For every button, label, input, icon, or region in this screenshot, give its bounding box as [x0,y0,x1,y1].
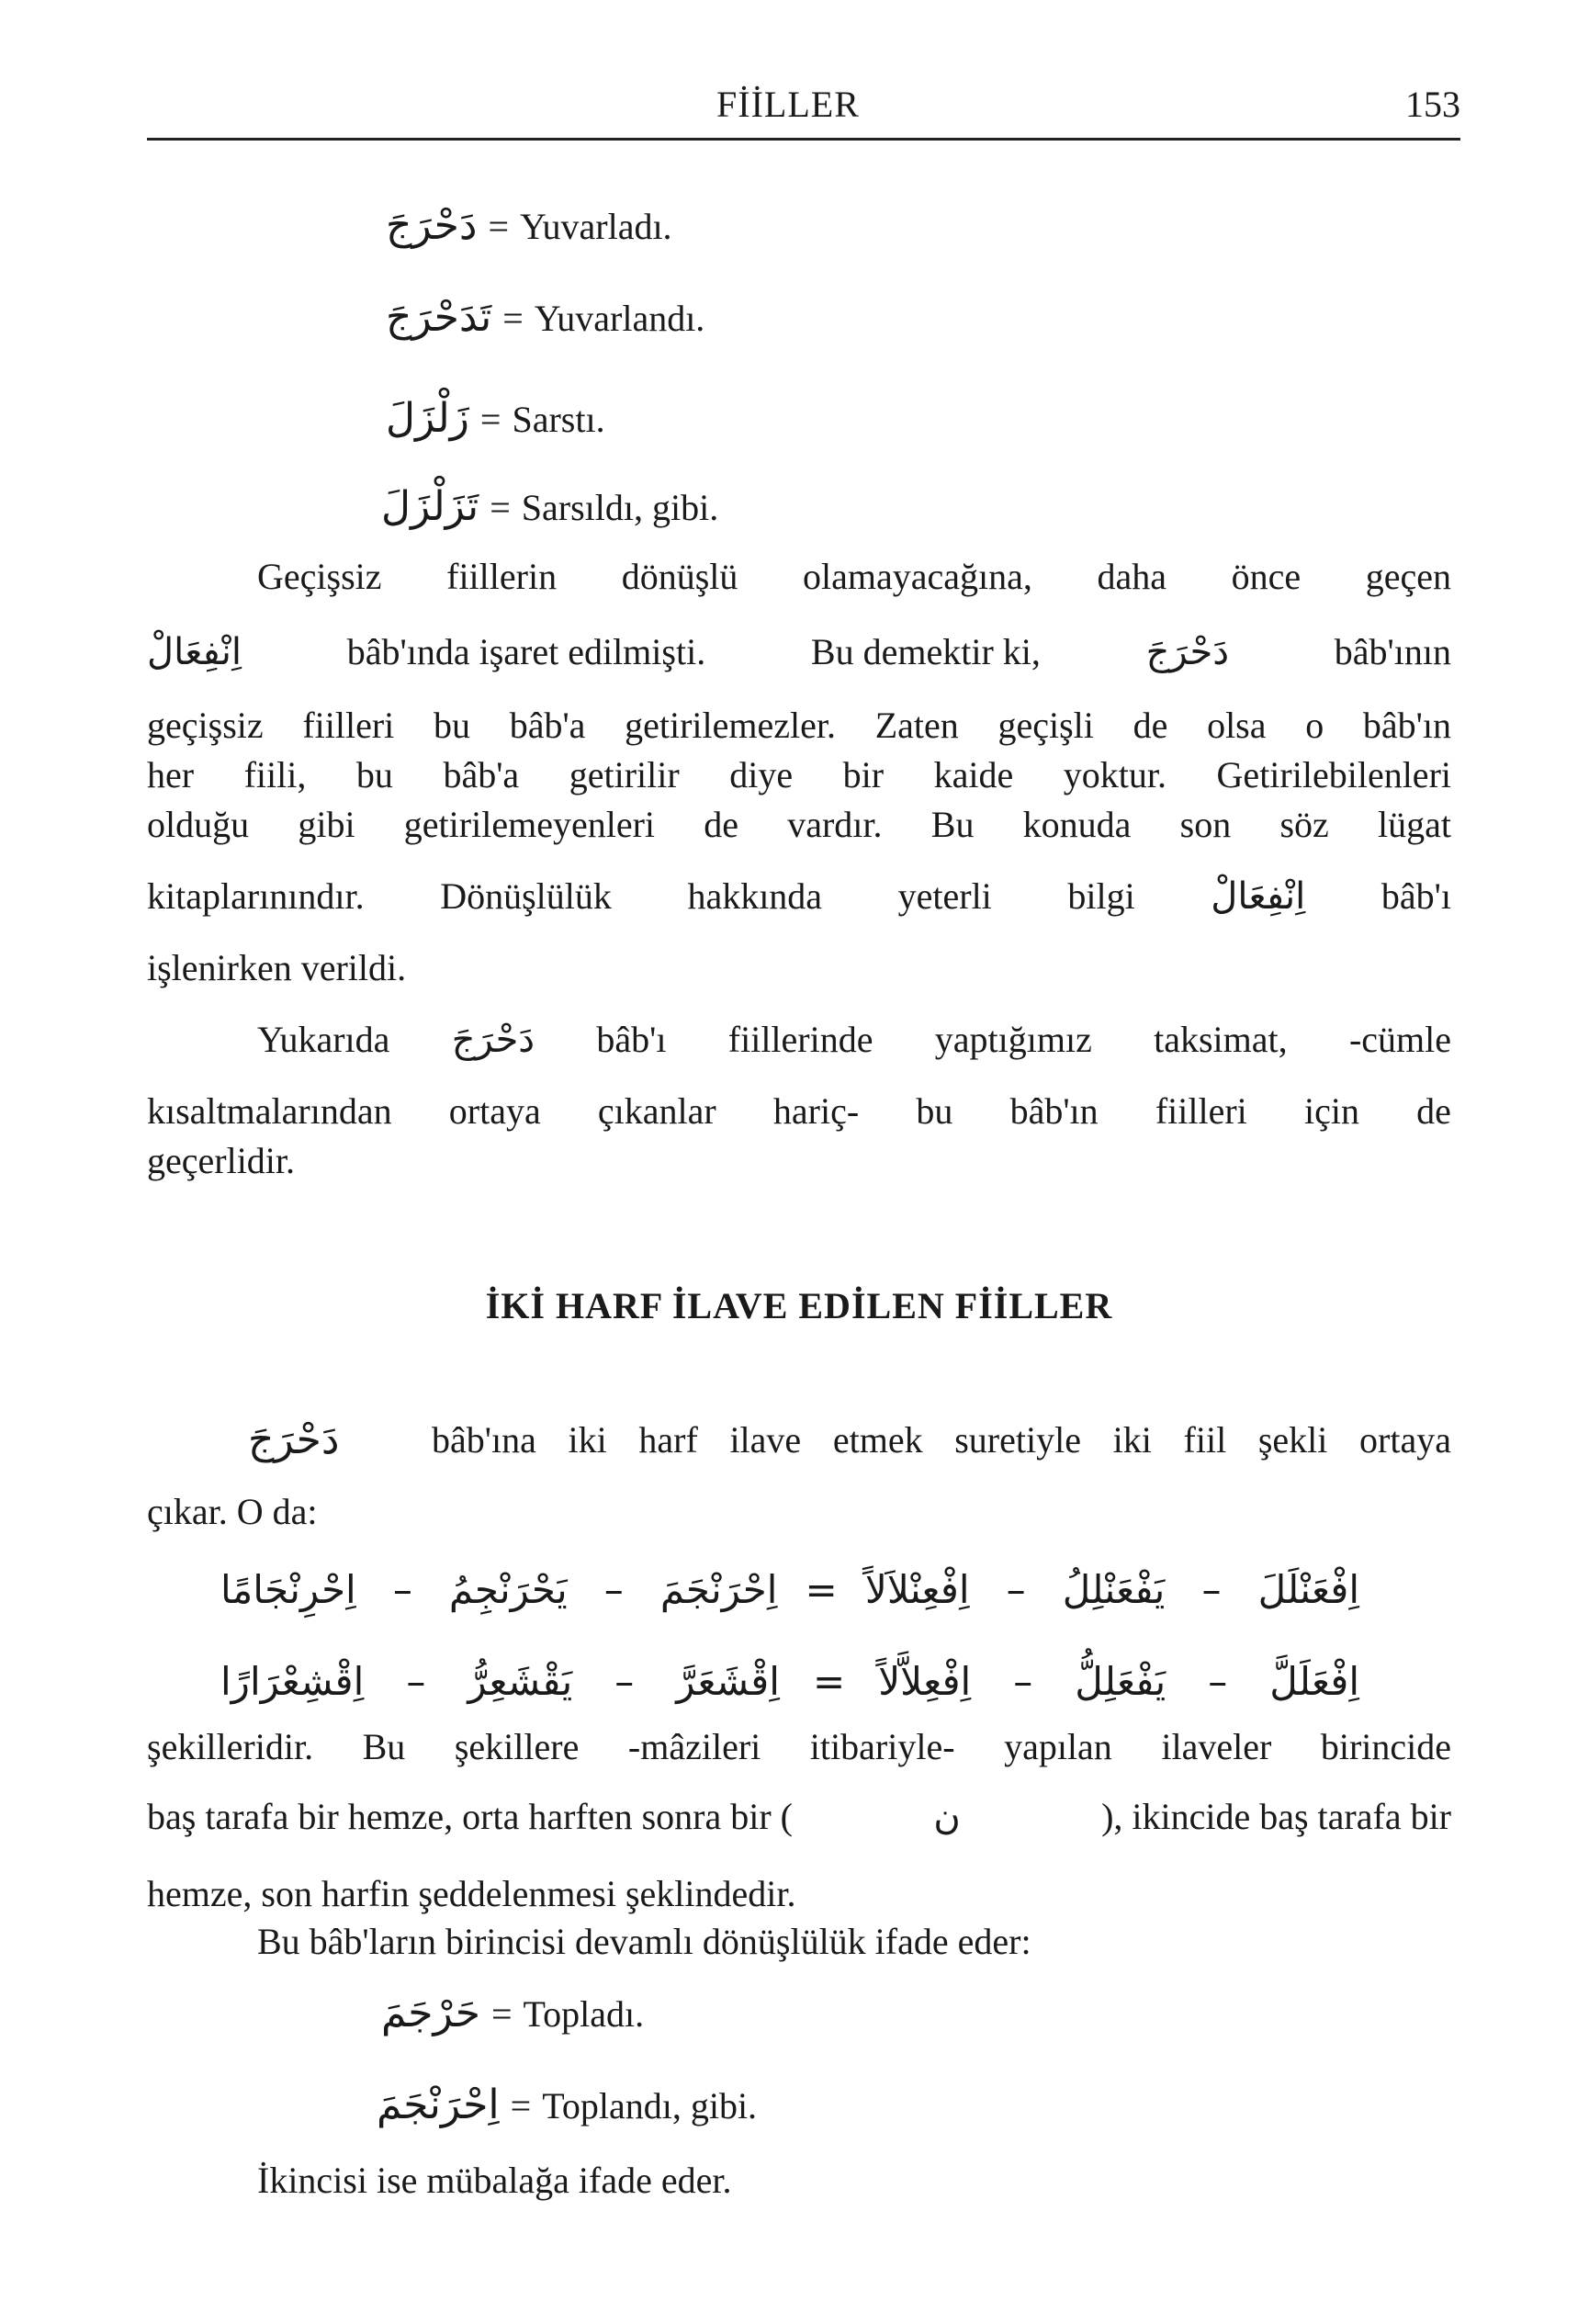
verb-forms-row [220,1562,1359,1617]
paragraph-line [147,1089,1451,1134]
form-template: اِفْعَلَلَّ [1269,1658,1359,1704]
verb-meaning: Toplandı, gibi. [542,2085,758,2127]
form-template: يَفْعَلِلُّ [1075,1658,1166,1704]
arabic-verb: زَلْزَلَ [386,395,469,442]
word: çıkanlar [597,1090,716,1132]
verb-entry [386,204,672,249]
paragraph-line: geçerlidir. [147,1140,296,1181]
equals-sign: = [488,206,510,247]
arabic-verb: تَدَحْرَجَ [386,294,492,341]
verb-meaning: Yuvarladı. [520,206,672,247]
word: bâb'ın [1009,1090,1099,1132]
dash: – [1208,1658,1228,1704]
paragraph-line: hemze, son harfin şeddelenmesi şeklindedir. [147,1873,796,1914]
verb-meaning: Yuvarlandı. [534,298,705,339]
arabic-term: دَحْرَجَ [248,1416,340,1463]
arabic-term: اِنْفِعَالْ [1211,875,1306,918]
word: yeterli [897,875,992,917]
paragraph-line [257,1018,1451,1062]
equals-sign: = [490,1993,513,2035]
arabic-verb: دَحْرَجَ [386,202,478,249]
arabic-letter: ن [933,1796,961,1838]
arabic-verb: حَرْجَمَ [381,1990,480,2036]
equals-sign: = [502,298,524,339]
word: geçen [1365,556,1451,597]
paragraph-line: işlenirken verildi. [147,947,407,988]
text-run: bâb'ında işaret edilmişti. [346,631,706,672]
equals-sign: = [490,487,511,528]
text-run: baş tarafa bir hemze, orta harften sonra bir ( [147,1796,793,1837]
word: bâb'ı [596,1019,667,1060]
word: önce [1231,556,1302,597]
word: fiilleri [1155,1090,1247,1132]
paragraph-line [257,555,1451,599]
form-example: اِحْرِنْجَامًا [220,1566,356,1612]
word: bu [916,1090,953,1132]
verb-meaning: Sarstı. [512,399,605,440]
paragraph-line: bâb'ına iki harf ilave etmek suretiyle iki fiil şekli ortaya [432,1419,1451,1461]
verb-entry [381,485,718,530]
paragraph-line [147,630,1451,674]
verb-entry [386,296,704,341]
word: hakkında [687,875,823,917]
word: Dönüşlülük [440,875,612,917]
dash: – [614,1658,635,1704]
equals-sign: = [479,399,501,440]
paragraph-line: her fiili, bu bâb'a getirilir diye bir kaide yoktur. Getirilebilenleri [147,754,1451,795]
dash: – [1201,1566,1222,1612]
running-header [147,83,1460,141]
form-example: اِحْرَنْجَمَ [659,1566,778,1612]
form-template: يَفْعَنْلِلُ [1062,1566,1166,1612]
form-example: يَقْشَعِرُّ [468,1658,573,1704]
verb-entry [381,1991,644,2036]
dash: – [1006,1566,1026,1612]
arabic-term: اِنْفِعَالْ [147,631,242,673]
word: bâb'ı [1381,875,1451,917]
arabic-verb: تَزَلْزَلَ [381,483,479,530]
verb-entry [377,2083,757,2128]
dash: – [392,1566,412,1612]
arabic-term: دَحْرَجَ [1145,631,1230,673]
section-heading: İKİ HARF İLAVE EDİLEN FİİLLER [485,1285,1113,1326]
word: için [1303,1090,1359,1132]
text-run: Bu demektir ki, [810,631,1041,672]
arabic-term: دَحْرَجَ [451,1019,535,1061]
closing-line: İkincisi ise mübalağa ifade eder. [257,2160,732,2201]
word: fiillerinde [727,1019,873,1060]
paragraph-line: olduğu gibi getirilemeyenleri de vardır. Bu konuda son söz lügat [147,804,1451,845]
word: -cümle [1348,1019,1451,1060]
word: bilgi [1067,875,1135,917]
page-number: 153 [1405,84,1460,125]
word: olamayacağına, [803,556,1032,597]
form-template: اِفْعَنْلَلَ [1257,1566,1359,1612]
word: kısaltmalarından [147,1090,392,1132]
word: kitaplarınındır. [147,875,365,917]
form-template: اِفْعِلاَّلاً [878,1658,972,1704]
paragraph-line [248,1418,339,1463]
form-example: اِقْشَعَرَّ [676,1658,780,1704]
verb-entry [386,397,605,442]
dash: – [406,1658,426,1704]
text-run: bâb'ının [1334,631,1451,672]
word: Yukarıda [257,1019,390,1060]
equals-sign: = [805,1566,838,1612]
equals-sign: = [510,2085,532,2127]
dash: – [1013,1658,1033,1704]
paragraph-line: çıkar. O da: [147,1491,318,1532]
paragraph-line: geçişsiz fiilleri bu bâb'a getirilemezler. Zaten geçişli de olsa o bâb'ın [147,705,1451,746]
text-run: ), ikincide baş tarafa bir [1101,1796,1451,1837]
form-example: اِقْشِعْرَارًا [220,1658,365,1704]
word: taksimat, [1154,1019,1288,1060]
word: hariç- [772,1090,860,1132]
word: de [1416,1090,1451,1132]
word: Geçişsiz [257,556,382,597]
form-template: اِفْعِنْلاَلاً [864,1566,970,1612]
word: daha [1097,556,1166,597]
word: ortaya [448,1090,541,1132]
paragraph-line: şekilleridir. Bu şekillere -mâzileri itibariyle- yapılan ilaveler birincide [147,1726,1451,1767]
word: fiillerin [446,556,558,597]
word: yaptığımız [934,1019,1092,1060]
paragraph-line [147,1795,1451,1839]
word: dönüşlü [621,556,738,597]
paragraph-line: Bu bâb'ların birincisi devamlı dönüşlülük ifade eder: [257,1921,1031,1962]
verb-meaning: Topladı. [523,1993,645,2035]
paragraph-line [147,874,1451,919]
running-title: FİİLLER [716,84,860,125]
arabic-verb: اِحْرَنْجَمَ [377,2081,500,2128]
verb-forms-row [220,1653,1359,1709]
equals-sign: = [812,1658,846,1704]
form-example: يَحْرَنْجِمُ [448,1566,568,1612]
dash: – [603,1566,624,1612]
verb-meaning: Sarsıldı, gibi. [521,487,719,528]
